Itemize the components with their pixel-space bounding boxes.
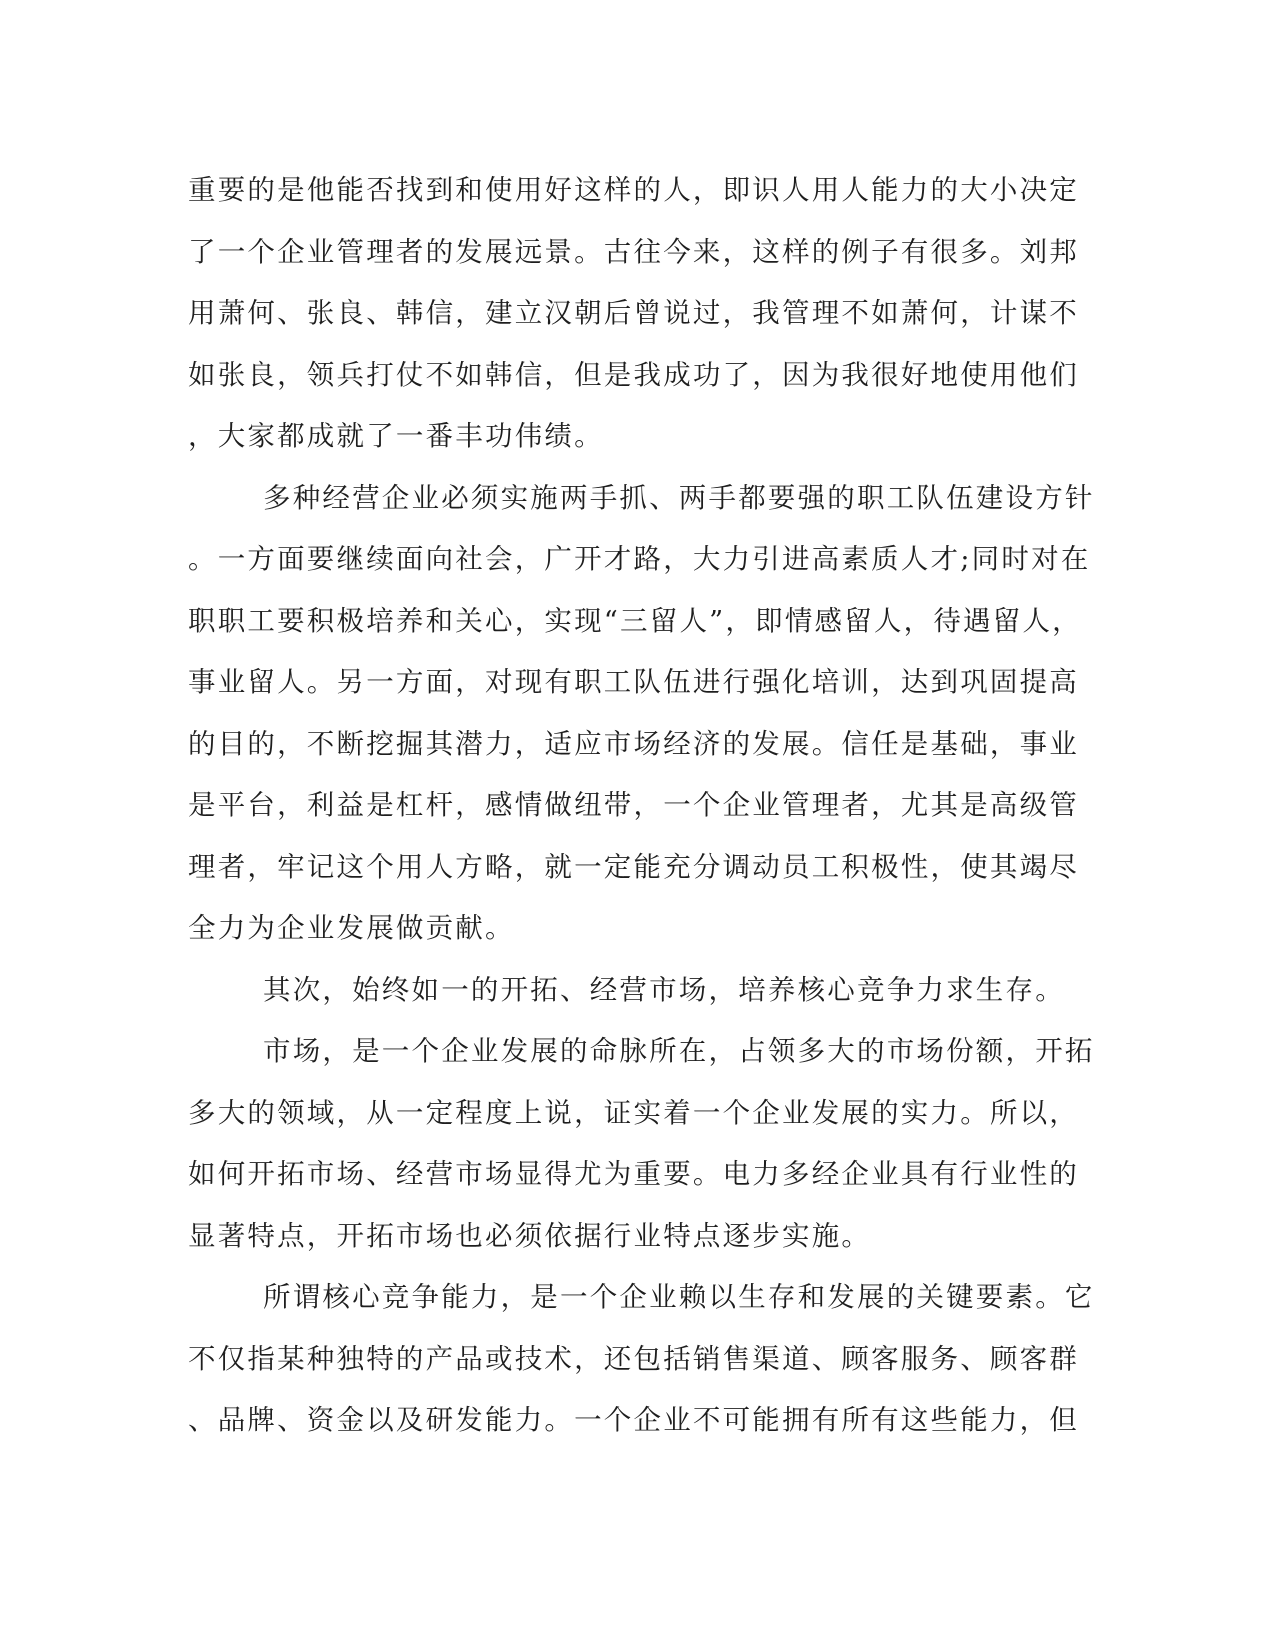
text-line: 职职工要积极培养和关心，实现“三留人”，即情感留人，待遇留人， xyxy=(188,604,1082,637)
text-line: 是平台，利益是杠杆，感情做纽带，一个企业管理者，尤其是高级管 xyxy=(188,789,1079,821)
text-line: 、品牌、资金以及研发能力。一个企业不可能拥有所有这些能力，但 xyxy=(188,1404,1079,1436)
text-line: 用萧何、张良、韩信，建立汉朝后曾说过，我管理不如萧何，计谋不 xyxy=(188,297,1079,329)
text-line: 。一方面要继续面向社会，广开才路，大力引进高素质人才;同时对在 xyxy=(188,543,1091,575)
paragraph xyxy=(188,1021,1095,1267)
text-line: 如张良，领兵打仗不如韩信，但是我成功了，因为我很好地使用他们 xyxy=(188,358,1079,391)
text-line: 其次，始终如一的开拓、经营市场，培养核心竞争力求生存。 xyxy=(263,973,1065,1006)
text-line: ，大家都成就了一番丰功伟绩。 xyxy=(188,420,604,452)
text-line: 全力为企业发展做贡献。 xyxy=(188,912,515,944)
text-line: 市场，是一个企业发展的命脉所在，占领多大的市场份额，开拓 xyxy=(263,1035,1095,1067)
paragraph xyxy=(188,160,1088,468)
text-line: 不仅指某种独特的产品或技术，还包括销售渠道、顾客服务、顾客群 xyxy=(188,1342,1079,1375)
text-line: 所谓核心竞争能力，是一个企业赖以生存和发展的关键要素。它 xyxy=(263,1281,1095,1313)
text-line: 如何开拓市场、经营市场显得尤为重要。电力多经企业具有行业性的 xyxy=(188,1158,1079,1190)
text-line: 的目的，不断挖掘其潜力，适应市场经济的发展。信任是基础，事业 xyxy=(188,727,1079,760)
text-line: 多种经营企业必须实施两手抓、两手都要强的职工队伍建设方针 xyxy=(263,481,1095,514)
text-line: 理者，牢记这个用人方略，就一定能充分调动员工积极性，使其竭尽 xyxy=(188,850,1079,883)
text-line: 多大的领域，从一定程度上说，证实着一个企业发展的实力。所以， xyxy=(188,1096,1079,1129)
text-line: 重要的是他能否找到和使用好这样的人，即识人用人能力的大小决定 xyxy=(188,174,1079,206)
text-line: 显著特点，开拓市场也必须依据行业特点逐步实施。 xyxy=(188,1219,872,1252)
text-line: 事业留人。另一方面，对现有职工队伍进行强化培训，达到巩固提高 xyxy=(188,666,1079,698)
paragraph xyxy=(188,960,1088,1022)
paragraph xyxy=(188,1267,1095,1452)
body-text xyxy=(188,160,1095,1452)
paragraph xyxy=(188,468,1095,960)
text-line: 了一个企业管理者的发展远景。古往今来，这样的例子有很多。刘邦 xyxy=(188,235,1079,268)
